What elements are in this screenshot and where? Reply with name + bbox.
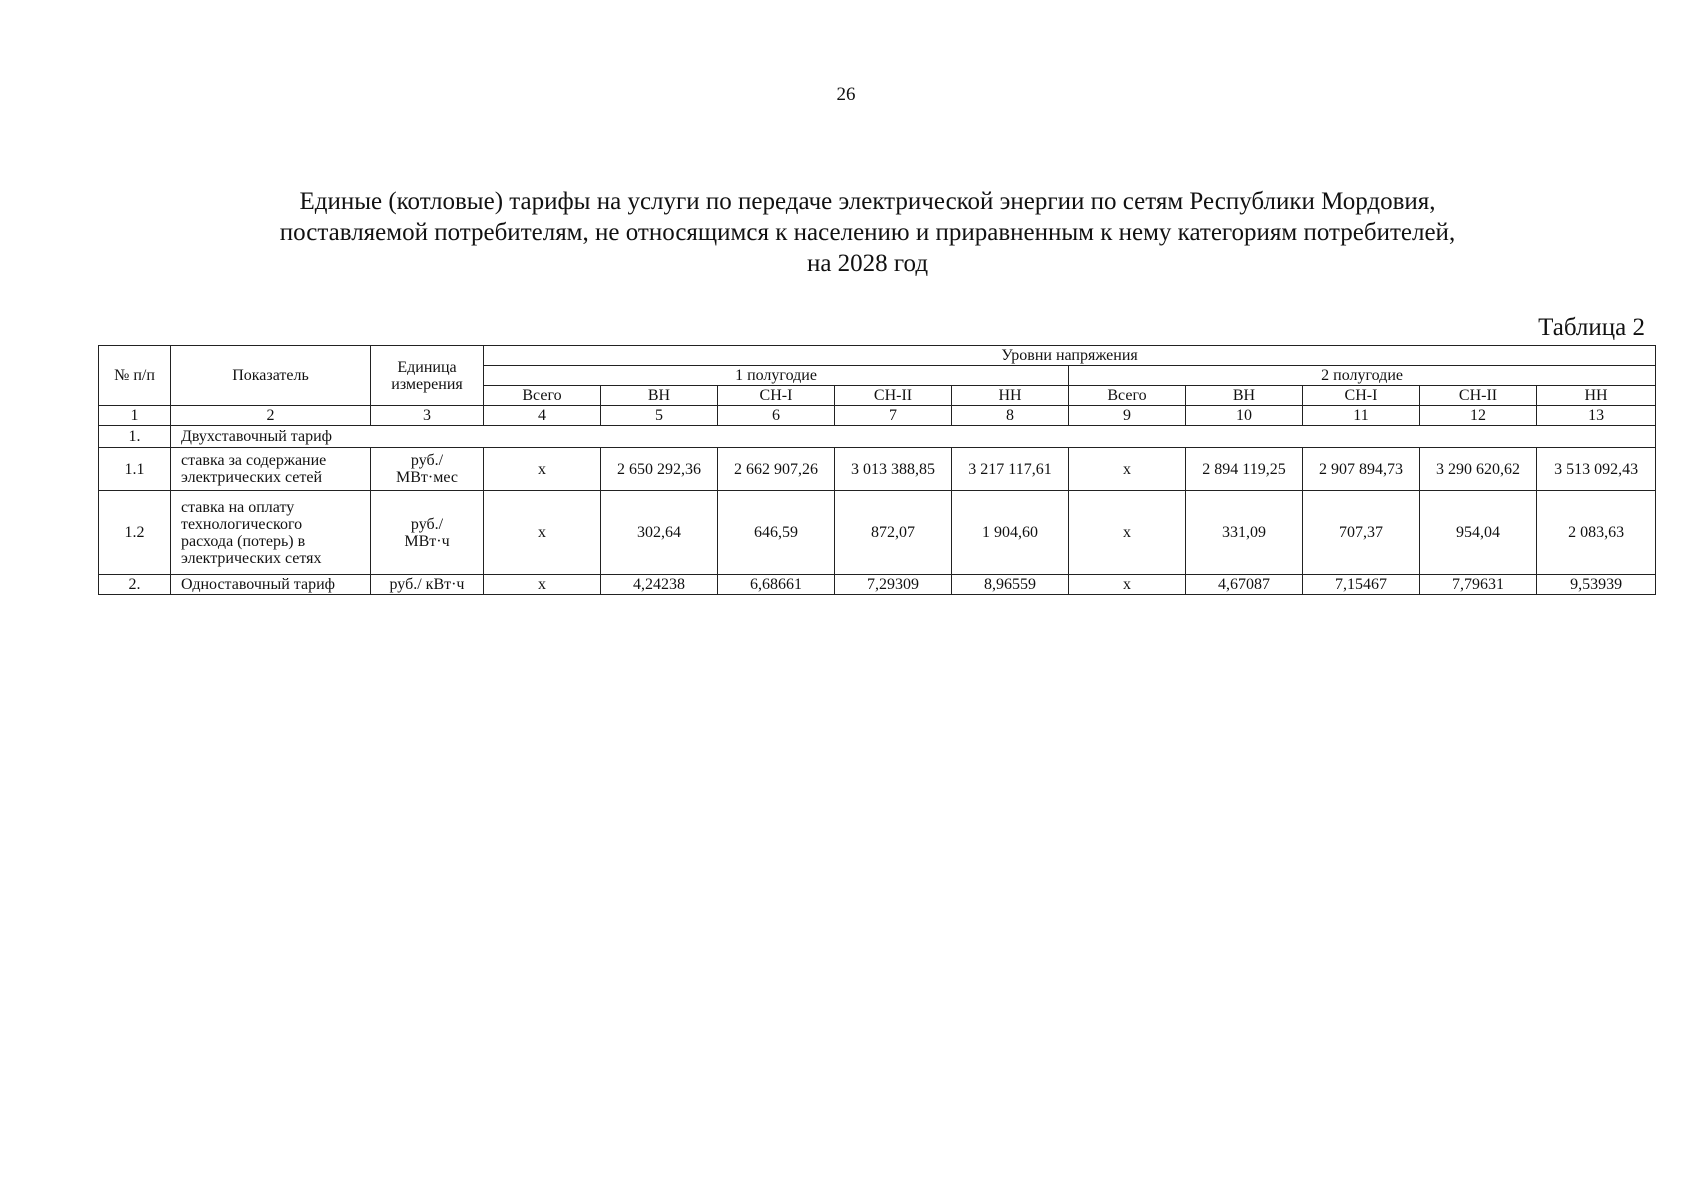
row-label-line: расхода (потерь) в <box>181 532 306 550</box>
header-unit-line-1: Единица <box>397 358 457 376</box>
row-label-line: электрических сетей <box>181 469 323 486</box>
title-line-2: поставляемой потребителям, не относящимся к населению и приравненным к нему категориям потребителей, <box>279 219 1456 246</box>
value-cell: 8,96559 <box>952 575 1069 595</box>
row-unit-line: МВт·ч <box>404 532 450 550</box>
table-row-1-1 <box>99 448 1656 491</box>
column-number: 12 <box>1420 406 1537 426</box>
value-cell: 707,37 <box>1303 491 1420 575</box>
header-row-1 <box>99 346 1656 366</box>
value-cell: 872,07 <box>835 491 952 575</box>
row-number: 1.1 <box>99 448 171 491</box>
row-unit-line: руб./ <box>410 452 444 469</box>
header-indicator: Показатель <box>171 346 371 406</box>
row-label-line: ставка за содержание <box>181 452 327 469</box>
value-cell: 7,29309 <box>835 575 952 595</box>
row-unit-line: руб./ <box>410 515 444 533</box>
header-voltage-levels: Уровни напряжения <box>484 346 1656 366</box>
column-number: 2 <box>171 406 371 426</box>
table-row-2 <box>99 575 1656 595</box>
row-label <box>171 491 371 575</box>
header-half-1: 1 полугодие <box>484 366 1069 386</box>
row-unit-line: МВт·мес <box>396 469 458 486</box>
value-cell: х <box>484 448 601 491</box>
value-cell: х <box>484 491 601 575</box>
tariff-table <box>98 345 1656 595</box>
row-unit <box>371 491 484 575</box>
value-cell: х <box>484 575 601 595</box>
row-unit <box>371 448 484 491</box>
value-cell: 3 290 620,62 <box>1420 448 1537 491</box>
value-cell: 331,09 <box>1186 491 1303 575</box>
value-cell: 646,59 <box>718 491 835 575</box>
value-cell: 2 650 292,36 <box>601 448 718 491</box>
header-sub-cell: НН <box>1537 386 1656 406</box>
table-row-1-2 <box>99 491 1656 575</box>
value-cell: 2 662 907,26 <box>718 448 835 491</box>
document-title <box>100 186 1635 279</box>
column-number: 8 <box>952 406 1069 426</box>
title-line-1: Единые (котловые) тарифы на услуги по передаче электрической энергии по сетям Республики Мордовия, <box>299 188 1436 215</box>
value-cell: 954,04 <box>1420 491 1537 575</box>
column-number: 5 <box>601 406 718 426</box>
header-sub-cell: СН-II <box>835 386 952 406</box>
header-sub-cell: СН-II <box>1420 386 1537 406</box>
table-caption: Таблица 2 <box>1538 314 1645 341</box>
row-label: Одноставочный тариф <box>171 575 371 595</box>
value-cell: 1 904,60 <box>952 491 1069 575</box>
header-num: № п/п <box>99 346 171 406</box>
value-cell: 2 083,63 <box>1537 491 1656 575</box>
value-cell: х <box>1069 575 1186 595</box>
column-number: 1 <box>99 406 171 426</box>
title-line-3: на 2028 год <box>806 250 929 277</box>
value-cell: 4,67087 <box>1186 575 1303 595</box>
section-label: Двухставочный тариф <box>171 426 1656 448</box>
row-label-line: электрических сетях <box>181 549 322 567</box>
column-number: 13 <box>1537 406 1656 426</box>
row-number: 1. <box>99 426 171 448</box>
column-number: 10 <box>1186 406 1303 426</box>
column-number: 9 <box>1069 406 1186 426</box>
column-number: 6 <box>718 406 835 426</box>
value-cell: 9,53939 <box>1537 575 1656 595</box>
value-cell: 2 907 894,73 <box>1303 448 1420 491</box>
column-number: 4 <box>484 406 601 426</box>
row-unit: руб./ кВт·ч <box>371 575 484 595</box>
header-unit <box>371 346 484 406</box>
column-number-row <box>99 406 1656 426</box>
header-sub-cell: Всего <box>484 386 601 406</box>
value-cell: 3 217 117,61 <box>952 448 1069 491</box>
row-label-line: технологического <box>181 515 303 533</box>
value-cell: х <box>1069 448 1186 491</box>
header-sub-cell: СН-I <box>1303 386 1420 406</box>
row-number: 1.2 <box>99 491 171 575</box>
header-sub-cell: Всего <box>1069 386 1186 406</box>
row-label-line: ставка на оплату <box>181 498 295 516</box>
section-row-two-rate <box>99 426 1656 448</box>
page-number: 26 <box>836 84 856 105</box>
column-number: 3 <box>371 406 484 426</box>
header-sub-cell: НН <box>952 386 1069 406</box>
column-number: 11 <box>1303 406 1420 426</box>
row-number: 2. <box>99 575 171 595</box>
value-cell: 7,79631 <box>1420 575 1537 595</box>
value-cell: 302,64 <box>601 491 718 575</box>
row-label <box>171 448 371 491</box>
value-cell: х <box>1069 491 1186 575</box>
value-cell: 7,15467 <box>1303 575 1420 595</box>
header-sub-cell: СН-I <box>718 386 835 406</box>
value-cell: 4,24238 <box>601 575 718 595</box>
header-sub-cell: ВН <box>601 386 718 406</box>
header-half-2: 2 полугодие <box>1069 366 1656 386</box>
value-cell: 3 013 388,85 <box>835 448 952 491</box>
column-number: 7 <box>835 406 952 426</box>
header-unit-line-2: измерения <box>391 375 463 393</box>
value-cell: 6,68661 <box>718 575 835 595</box>
value-cell: 2 894 119,25 <box>1186 448 1303 491</box>
header-sub-cell: ВН <box>1186 386 1303 406</box>
value-cell: 3 513 092,43 <box>1537 448 1656 491</box>
